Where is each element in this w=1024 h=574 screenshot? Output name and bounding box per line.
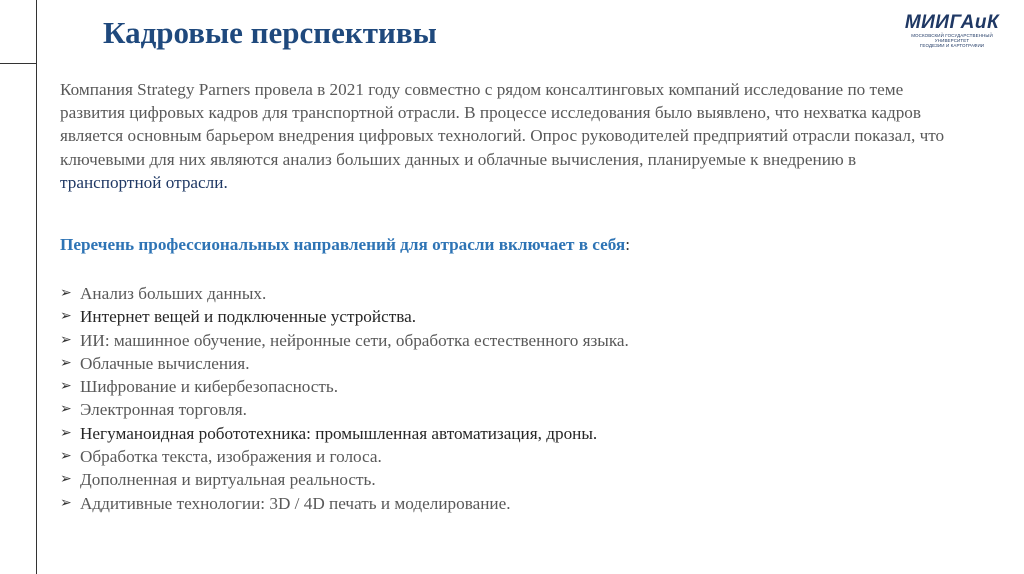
- chevron-right-icon: ➢: [60, 495, 72, 511]
- logo-subtitle-line1: МОСКОВСКИЙ ГОСУДАРСТВЕННЫЙ УНИВЕРСИТЕТ: [911, 33, 993, 43]
- logo-name: МИИГАиК: [904, 12, 1000, 33]
- list-item: [60, 329, 629, 352]
- intro-tail: транспортной отрасли.: [60, 172, 228, 192]
- list-heading: [60, 233, 630, 256]
- logo-subtitle-line2: ГЕОДЕЗИИ И КАРТОГРАФИИ: [919, 43, 985, 48]
- header-divider: [0, 63, 36, 64]
- list-item: [60, 282, 629, 305]
- list-item: [60, 468, 629, 491]
- chevron-right-icon: ➢: [60, 425, 72, 441]
- chevron-right-icon: ➢: [60, 355, 72, 371]
- list-item: [60, 375, 629, 398]
- chevron-right-icon: ➢: [60, 286, 72, 301]
- chevron-right-icon: ➢: [60, 332, 72, 348]
- chevron-right-icon: ➢: [60, 449, 72, 465]
- list-heading-text: Перечень профессиональных направлений для отрасли включает в себя: [60, 235, 626, 254]
- list-item-label: Шифрование и кибербезопасность.: [80, 377, 339, 397]
- list-item: [60, 398, 629, 421]
- slide-title: Кадровые перспективы: [103, 15, 437, 50]
- intro-text: Компания Strategy Parners провела в 2021 году совместно с рядом консалтинговых компаний исследование по теме развития цифровых кадров для транспортной отрасли. В процессе исследования было выявлено, что нехватка кадров является основным барьером внедрения цифровых технологий. Опрос руководителей предприятий отрасли показал, что ключевыми для них являются анализ больших данных и облачные вычисления, планируемые к внедрению в: [60, 80, 945, 169]
- list-item-label: Электронная торговля.: [80, 400, 247, 420]
- chevron-right-icon: ➢: [60, 472, 72, 488]
- list-item-label: Дополненная и виртуальная реальность.: [80, 470, 376, 490]
- intro-paragraph: [60, 78, 960, 194]
- list-item: [60, 492, 629, 515]
- chevron-right-icon: ➢: [60, 309, 72, 325]
- list-item-label: Обработка текста, изображения и голоса.: [80, 447, 382, 467]
- list-item-label: Аддитивные технологии: 3D / 4D печать и моделирование.: [80, 493, 511, 513]
- list-item-label: ИИ: машинное обучение, нейронные сети, обработка естественного языка.: [80, 330, 629, 350]
- university-logo: [897, 13, 1007, 48]
- directions-list: [60, 282, 629, 515]
- list-item-label: Облачные вычисления.: [80, 353, 250, 373]
- chevron-right-icon: ➢: [60, 402, 72, 418]
- list-item: [60, 352, 629, 375]
- list-item: [60, 445, 629, 468]
- list-item-label: Негуманоидная робототехника: промышленная автоматизация, дроны.: [80, 423, 598, 443]
- list-item-label: Интернет вещей и подключенные устройства.: [80, 307, 417, 327]
- list-item: [60, 305, 629, 328]
- list-heading-colon: :: [625, 235, 630, 254]
- list-item: [60, 422, 629, 445]
- list-item-label: Анализ больших данных.: [80, 284, 267, 303]
- vertical-divider: [36, 0, 37, 574]
- chevron-right-icon: ➢: [60, 379, 72, 395]
